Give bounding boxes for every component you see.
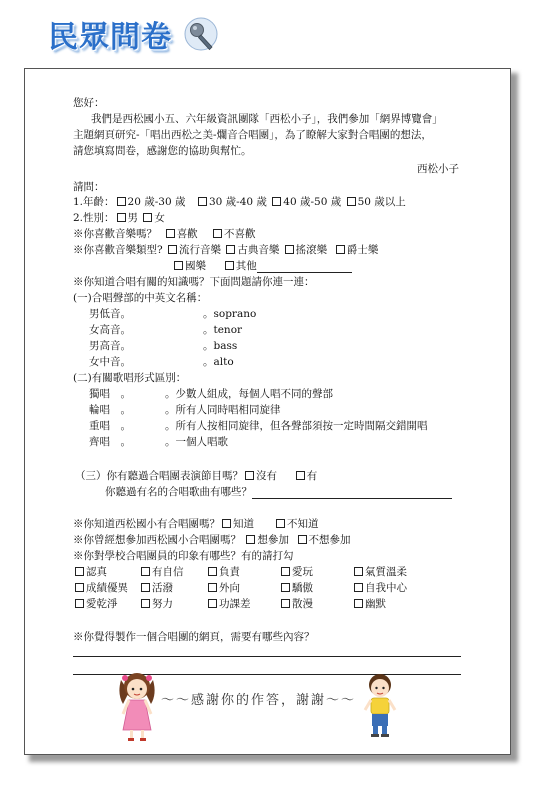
impression-option: 愛乾淨 — [73, 597, 118, 611]
checkbox[interactable] — [281, 567, 290, 576]
checkbox[interactable] — [213, 229, 222, 238]
impression-option: 自我中心 — [352, 581, 407, 595]
question-gender: 2.性別： 男 女 — [73, 212, 165, 224]
impression-option: 散漫 — [279, 597, 313, 611]
checkbox[interactable] — [298, 535, 307, 544]
checkbox[interactable] — [296, 471, 305, 480]
checkbox[interactable] — [222, 519, 231, 528]
checkbox[interactable] — [117, 197, 126, 206]
questionnaire-sheet — [24, 68, 511, 755]
checkbox[interactable] — [168, 245, 177, 254]
checkbox[interactable] — [246, 535, 255, 544]
checkbox[interactable] — [208, 599, 217, 608]
questions-label: 請問： — [73, 181, 105, 193]
checkbox[interactable] — [141, 583, 150, 592]
other-answer-line[interactable] — [257, 262, 352, 273]
header — [0, 0, 547, 68]
checkbox[interactable] — [281, 583, 290, 592]
checkbox[interactable] — [272, 197, 281, 206]
question-music-type-row2: 國樂 其他 — [172, 259, 352, 273]
intro-paragraph-3: 請您填寫問卷，感謝您的協助與幫忙。 — [73, 145, 252, 157]
checkbox[interactable] — [226, 245, 235, 254]
voice-part-left: 男低音。 — [89, 308, 131, 320]
impression-option: 努力 — [139, 597, 173, 611]
singing-form-right: 。所有人按相同旋律，但各聲部須按一定時間隔交錯開唱 — [165, 420, 428, 432]
impression-option: 活潑 — [139, 581, 173, 595]
checkbox[interactable] — [208, 567, 217, 576]
impression-option: 認真 — [73, 565, 107, 579]
question-know-choir: ※你知道西松國小有合唱團嗎？ 知道 不知道 — [73, 518, 319, 530]
singing-form-left: 輪唱 。 — [89, 404, 131, 416]
singing-form-right: 。所有人同時唱相同旋律 — [165, 404, 281, 416]
checkbox[interactable] — [245, 471, 254, 480]
greeting: 您好： — [73, 97, 105, 109]
checkbox[interactable] — [143, 213, 152, 222]
checkbox[interactable] — [75, 599, 84, 608]
voice-part-right: 。tenor — [203, 324, 243, 336]
checkbox[interactable] — [354, 599, 363, 608]
checkbox[interactable] — [174, 261, 183, 270]
impression-option: 功課差 — [206, 597, 251, 611]
voice-part-right: 。bass — [203, 340, 238, 352]
checkbox[interactable] — [198, 197, 207, 206]
voice-part-left: 男高音。 — [89, 340, 131, 352]
question-impression: ※你對學校合唱團員的印象有哪些？有的請打勾 — [73, 550, 294, 562]
matching-intro: ※你知道合唱有關的知識嗎？下面問題請你連一連： — [73, 276, 315, 288]
page-title: 民眾問卷 — [48, 20, 172, 55]
section-2-title: (二)有關歌唱形式區別： — [73, 372, 187, 384]
question-music-type: ※你喜歡音樂類型? 流行音樂 古典音樂 搖滾樂 爵士樂 — [73, 244, 379, 256]
question-join-choir: ※你曾經想參加西松國小合唱團嗎？ 想參加 不想參加 — [73, 534, 351, 546]
checkbox[interactable] — [75, 583, 84, 592]
checkbox[interactable] — [336, 245, 345, 254]
checkbox[interactable] — [208, 583, 217, 592]
section-1-title: (一)合唱聲部的中英文名稱： — [73, 292, 208, 304]
question-like-music: ※你喜歡音樂嗎？ 喜歡 不喜歡 — [73, 228, 256, 240]
question-age: 1.年齡： 20 歲-30 歲 30 歲-40 歲 40 歲-50 歲 50 歲以上 — [73, 196, 406, 208]
checkbox[interactable] — [285, 245, 294, 254]
microphone-icon — [181, 16, 223, 58]
checkbox[interactable] — [75, 567, 84, 576]
question-heard-choir: （三）你有聽過合唱團表演節目嗎？ 沒有 有 — [75, 470, 318, 482]
answer-line[interactable] — [73, 656, 461, 657]
singing-form-right: 。少數人組成，每個人唱不同的聲部 — [165, 388, 333, 400]
checkbox[interactable] — [141, 567, 150, 576]
impression-option: 負責 — [206, 565, 240, 579]
voice-part-left: 女中音。 — [89, 356, 131, 368]
checkbox[interactable] — [225, 261, 234, 270]
checkbox[interactable] — [141, 599, 150, 608]
question-webpage: ※你覺得製作一個合唱團的網頁，需要有哪些內容？ — [73, 631, 315, 643]
impression-option: 幽默 — [352, 597, 386, 611]
thanks-message: ～～感謝你的作答，謝謝～～ — [161, 693, 357, 708]
impression-option: 有自信 — [139, 565, 184, 579]
checkbox[interactable] — [354, 567, 363, 576]
voice-part-right: 。soprano — [203, 308, 257, 320]
checkbox[interactable] — [166, 229, 175, 238]
impression-option: 愛玩 — [279, 565, 313, 579]
checkbox[interactable] — [347, 197, 356, 206]
checkbox[interactable] — [117, 213, 126, 222]
singing-form-left: 重唱 。 — [89, 420, 131, 432]
signature: 西松小子 — [417, 163, 459, 175]
voice-part-left: 女高音。 — [89, 324, 131, 336]
impression-option: 成績優異 — [73, 581, 128, 595]
famous-songs-answer-line[interactable] — [252, 488, 452, 499]
checkbox[interactable] — [354, 583, 363, 592]
girl-illustration — [115, 670, 159, 742]
singing-form-left: 齊唱 。 — [89, 436, 131, 448]
intro-paragraph-2: 主題網頁研究-「唱出西松之美-爛音合唱團」，為了瞭解大家對合唱團的想法， — [73, 129, 432, 141]
singing-form-right: 。一個人唱歌 — [165, 436, 228, 448]
impression-option: 驕傲 — [279, 581, 313, 595]
impression-option: 氣質溫柔 — [352, 565, 407, 579]
impression-option: 外向 — [206, 581, 240, 595]
voice-part-right: 。alto — [203, 356, 234, 368]
checkbox[interactable] — [276, 519, 285, 528]
intro-paragraph-1: 我們是西松國小五、六年級資訊團隊「西松小子」，我們參加「網界博覽會」 — [91, 113, 443, 125]
checkbox[interactable] — [281, 599, 290, 608]
question-famous-songs: 你聽過有名的合唱歌曲有哪些？ — [105, 485, 452, 499]
boy-illustration — [361, 672, 399, 738]
singing-form-left: 獨唱 。 — [89, 388, 131, 400]
